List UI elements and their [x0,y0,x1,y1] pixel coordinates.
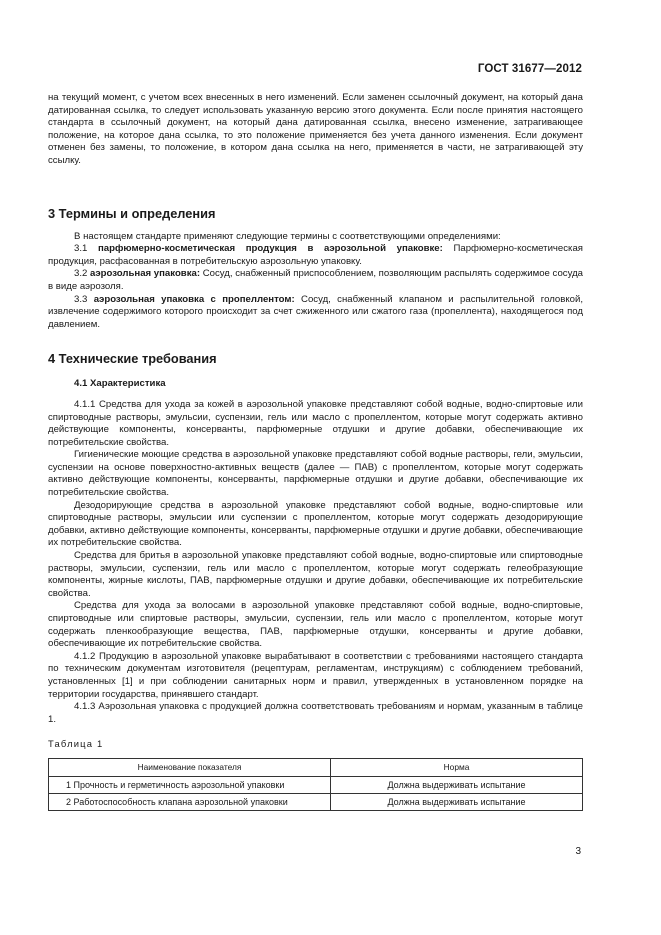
requirements-table [48,758,583,811]
page-number: 3 [575,846,581,857]
table-row [49,793,583,810]
paragraph-hygiene: Гигиенические моющие средства в аэрозольной упаковке представляют собой водные растворы, гели, эмульсии, суспензии на основе поверхностно-активных веществ (далее — ПАВ) с пропеллентом, которые могут содержать активно действующие компоненты, консерванты, парфюмерные отдушки и другие добавки, обеспечивающие их потребительские свойства. [48,449,583,499]
table-row [49,776,583,793]
term-3-3 [48,294,583,332]
table-header-cell: Наименование показателя [49,758,331,776]
term-name: парфюмерно-косметическая продукция в аэрозольной упаковке: [98,243,443,255]
term-name: аэрозольная упаковка: [90,268,201,280]
section-4-1-title: 4.1 Характеристика [74,378,166,390]
table-cell: 2 Работоспособность клапана аэрозольной упаковки [49,793,331,810]
table-cell: Должна выдерживать испытание [331,793,583,810]
paragraph-hair: Средства для ухода за волосами в аэрозольной упаковке представляют собой водные, водно-спиртовые, спиртоводные или спиртовые растворы, эмульсии, суспензии, гель или масло с пропеллентом, которые могут содержать пленкообразующие вещества, ПАВ, парфюмерные отдушки, консерванты и другие добавки, обеспечивающие их потребительские свойства. [48,600,583,650]
term-number: 3.3 [74,293,88,305]
term-definition: Сосуд, снабженный клапаном и распылительной головкой, извлечение содержимого которого происходит за счет сжиженного или сжатого газа (пропеллента), находящегося под давлением. [48,293,583,330]
section-3-title: 3 Термины и определения [48,205,216,221]
table-cell: Должна выдерживать испытание [331,776,583,793]
paragraph-deodorant: Дезодорирующие средства в аэрозольной упаковке представляют собой водные, водно-спиртовые или спиртоводные растворы, эмульсии или суспензии с пропеллентом, которые могут содержать дезодорирующие добавки, активно действующие компоненты, консерванты, парфюмерные отдушки и другие добавки, обеспечивающие их потребительские свойства. [48,499,583,549]
table-caption: Таблица 1 [48,738,104,750]
term-3-2 [48,268,583,293]
paragraph-4-1-2: 4.1.2 Продукцию в аэрозольной упаковке вырабатывают в соответствии с требованиями настоящего стандарта по техническим документам изготовителя (рецептурам, регламентам, инструкциям) с соблюдением требований, установленных [1] и при соблюдении санитарных норм и правил, утвержденных в установленном порядке на территории государства, принявшего стандарт. [48,650,583,700]
standard-header: ГОСТ 31677—2012 [477,63,582,75]
section-4-title: 4 Технические требования [48,351,217,367]
table-header-cell: Норма [331,758,583,776]
term-definition: Сосуд, снабженный приспособлением, позволяющим распылять содержимое сосуда в виде аэрозоля. [48,268,584,292]
paragraph-shaving: Средства для бритья в аэрозольной упаковке представляют собой водные, водно-спиртовые или спиртоводные растворы, эмульсии, суспензии, гель или масло с пропеллентом, которые могут содержать гелеобразующие компоненты, жирные кислоты, ПАВ, парфюмерные отдушки и другие добавки, обеспечивающие их потребительские свойства. [48,550,583,599]
term-number: 3.2 [74,268,88,280]
paragraph-4-1-1: 4.1.1 Средства для ухода за кожей в аэрозольной упаковке представляют собой водные, водно-спиртовые или спиртоводные растворы, эмульсии, суспензии, гель или масло с пропеллентом, которые могут содержать активно действующие компоненты, консерванты, парфюмерные отдушки и другие добавки, обеспечивающие их потребительские свойства. [48,398,583,448]
page-content [48,92,583,811]
table-cell: 1 Прочность и герметичность аэрозольной упаковки [49,776,331,793]
table-header-row [49,758,583,776]
intro-paragraph: на текущий момент, с учетом всех внесенных в него изменений. Если заменен ссылочный документ, на который дана датированная ссылка, то следует использовать указанную версию этого документа. Если после принятия настоящего стандарта в ссылочный документ, на который дана датированная ссылка, внесено изменение, затрагивающее положение, на которое дана ссылка, то это положение применяется без учета данного изменения. Если документ отменен без замены, то положение, в котором дана ссылка на него, применяется в части, не затрагивающей эту ссылку. [48,92,583,166]
term-number: 3.1 [74,243,88,255]
term-3-1 [48,243,583,268]
term-definition: Парфюмерно-косметическая продукция, расфасованная в потребительскую аэрозольную упаковку. [48,243,584,267]
paragraph-4-1-3: 4.1.3 Аэрозольная упаковка с продукцией должна соответствовать требованиям и нормам, указанным в таблице 1. [48,701,583,725]
section-3-lead: В настоящем стандарте применяют следующие термины с соответствующими определениями: [74,230,501,242]
term-name: аэрозольная упаковка с пропеллентом: [93,293,295,305]
